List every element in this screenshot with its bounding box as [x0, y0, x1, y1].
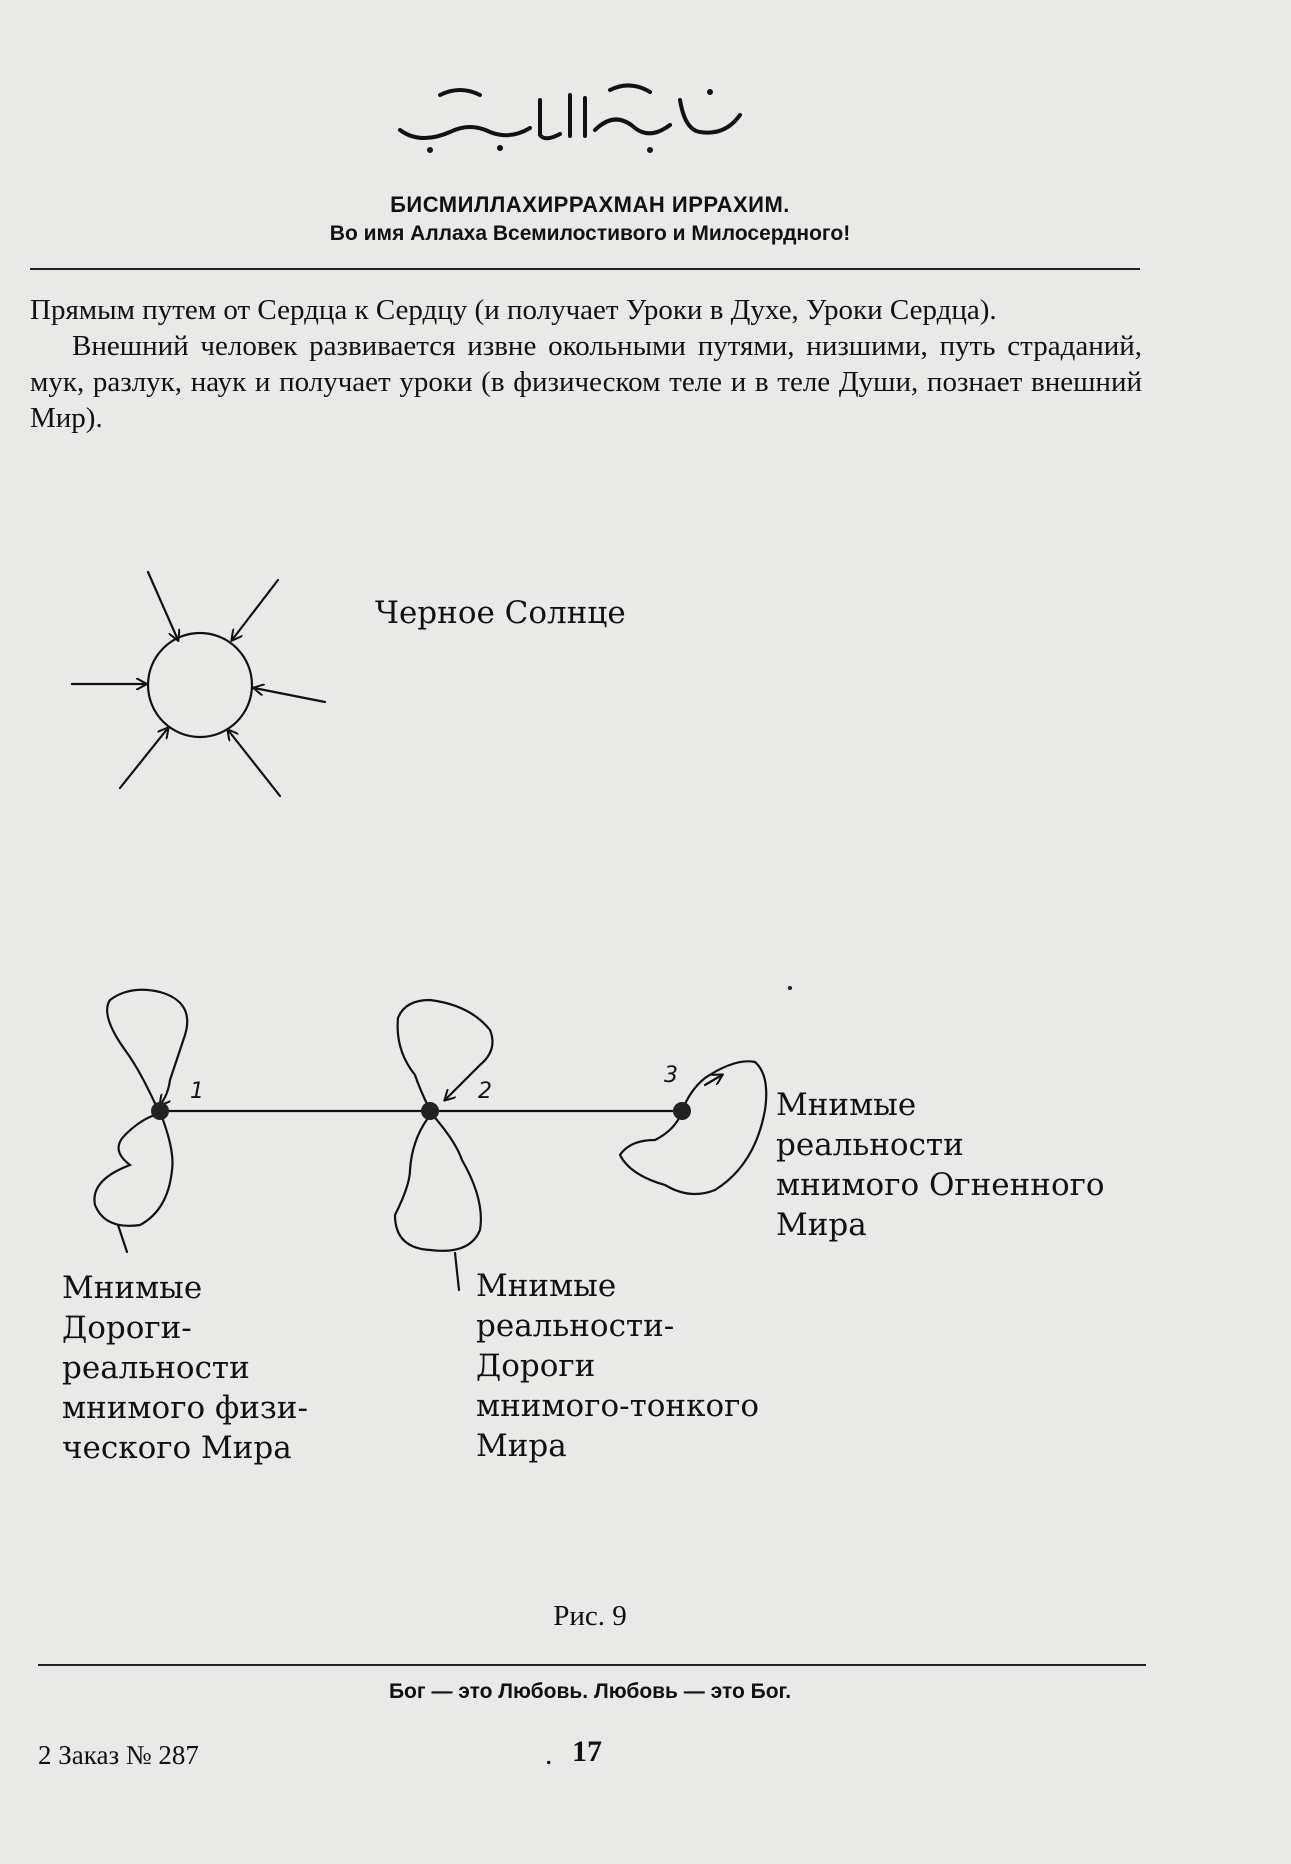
black-sun-label: Черное Солнце: [375, 595, 626, 631]
footer-divider: [38, 1664, 1146, 1666]
basmala-calligraphy: [380, 70, 760, 160]
paragraph-2: Внешний человек развивается извне окольными путями, низшими, путь страданий, мук, разлук, наук и получает уроки (в физическом теле и в теле Души, познает внешний Мир).: [30, 330, 1142, 434]
page-number-dot: .: [545, 1738, 553, 1771]
order-info: 2 Заказ № 287: [38, 1740, 199, 1770]
label-subtle-world: Мнимые реальности- Дороги мнимого-тонкого Мира: [476, 1268, 760, 1464]
node-number-2: 2: [478, 1079, 492, 1104]
figure-caption: Рис. 9: [553, 1600, 627, 1632]
node1-upper-loop: [107, 990, 187, 1110]
node1-lower-loop: [94, 1112, 172, 1226]
node-number-3: 3: [664, 1063, 678, 1088]
sun-ray: [148, 572, 178, 640]
paragraph-1: Прямым путем от Сердца к Сердцу (и получает Уроки в Духе, Уроки Сердца).: [30, 294, 997, 326]
node3-loop: [620, 1061, 766, 1194]
node-number-1: 1: [190, 1079, 204, 1104]
page-number: 17: [572, 1735, 602, 1768]
sun-ray: [232, 580, 278, 640]
header-subtitle: Во имя Аллаха Всемилостивого и Милосердного!: [329, 222, 851, 245]
footer-motto: Бог — это Любовь. Любовь — это Бог.: [388, 1680, 792, 1703]
stray-dot: [788, 986, 792, 990]
header-title: БИСМИЛЛАХИРРАХМАН ИРРАХИМ.: [390, 192, 790, 217]
sun-ray: [254, 688, 325, 702]
node2-tail: [455, 1253, 459, 1290]
node-2-dot: [421, 1102, 439, 1120]
sun-ray: [228, 730, 280, 796]
sun-ray: [120, 728, 168, 788]
black-sun-circle: [148, 633, 252, 737]
header-divider: [30, 268, 1140, 270]
label-fiery-world: Мнимые реальности мнимого Огненного Мира: [776, 1087, 1105, 1243]
label-physical-world: Мнимые Дороги- реальности мнимого физи- ческого Мира: [62, 1270, 308, 1466]
node-3-dot: [673, 1102, 691, 1120]
node2-lower-loop: [395, 1112, 481, 1251]
node-1-dot: [151, 1102, 169, 1120]
body-text: [30, 292, 1142, 436]
node1-tail: [118, 1225, 127, 1252]
